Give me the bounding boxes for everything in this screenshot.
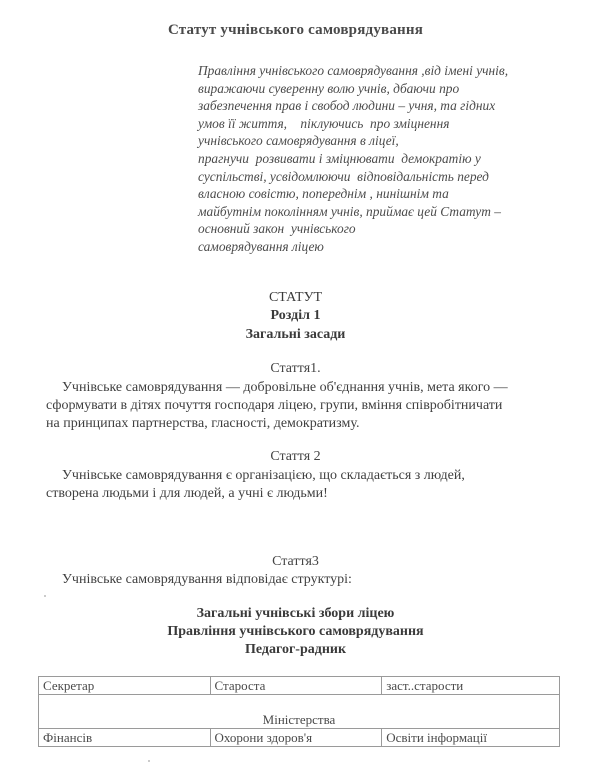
preamble-line: виражаючи суверенну волю учнів, дбаючи про [198,80,460,96]
preamble-line: основний закон учнівського [198,221,356,237]
table-cell-ministries: Міністерства [39,711,560,729]
table-cell: Освіти інформації [382,729,560,747]
article-1-line: на принципах партнерства, гласності, демократизму. [46,416,360,431]
article-1-line: сформувати в дітях почуття господаря ліцею, групи, вміння співробітничати [46,398,503,413]
table-cell-empty [39,695,560,712]
table-cell: Секретар [39,677,211,695]
table-row [39,711,560,729]
structure-table [38,676,560,747]
preamble-line: самоврядування ліцею [198,238,324,254]
section-title: Загальні засади [245,327,346,342]
preamble-line: майбутнім поколінням учнів, приймає цей Статут – [198,203,501,219]
article-2-title: Стаття 2 [270,449,321,464]
scan-speck [148,760,150,762]
article-1-title: Стаття1. [270,361,321,376]
article-2-line: створена людьми і для людей, а учні є людьми! [46,486,328,501]
preamble-line: умов її життя, піклуючись про зміцнення [198,115,450,131]
structure-item: Правління учнівського самоврядування [167,624,424,639]
structure-item: Загальні учнівські збори ліцею [196,606,395,621]
table-row [39,729,560,747]
preamble-line: учнівського самоврядування в ліцеї, [198,133,399,149]
table-row [39,677,560,695]
preamble-line: суспільстві, усвідомлюючи відповідальність перед [198,168,489,184]
table-row [39,695,560,712]
table-cell: Охорони здоров'я [210,729,382,747]
article-3-title: Стаття3 [272,554,319,569]
preamble [198,62,578,256]
table-cell: Староста [210,677,382,695]
article-3-line: Учнівське самоврядування відповідає структурі: [62,572,352,587]
section-heading: Розділ 1 [270,308,321,323]
preamble-line: забезпечення прав і свобод людини – учня, та гідних [198,98,496,114]
article-2-line: Учнівське самоврядування є організацією, що складається з людей, [62,468,465,483]
preamble-line: прагнучи розвивати і зміцнювати демократію у [198,150,481,166]
preamble-line: Правління учнівського самоврядування ,від імені учнів, [198,63,509,78]
preamble-line: власною совістю, попереднім , нинішнім та [198,186,449,202]
structure-item: Педагог-радник [244,642,347,657]
statut-heading: СТАТУТ [268,290,323,305]
document-title: Статут учнівського самоврядування [167,22,424,38]
article-1-line: Учнівське самоврядування — добровільне об'єднання учнів, мета якого — [62,380,508,395]
scan-speck [44,595,46,597]
table-cell: заст..старости [382,677,560,695]
table-cell: Фінансів [39,729,211,747]
